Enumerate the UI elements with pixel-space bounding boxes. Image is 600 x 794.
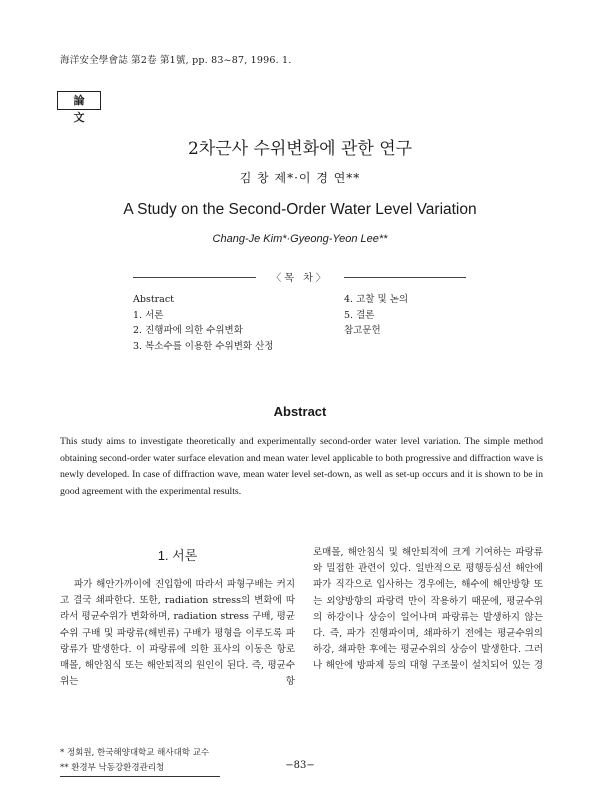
footnote-divider <box>60 776 220 777</box>
toc-item: 3. 복소수를 이용한 수위변화 산정 <box>133 340 274 352</box>
abstract-text: This study aims to investigate theoretically and experimentally second-order water level variation. The simple method obtaining second-order water surface elevation and mean water level applicable to both progressive and diffraction wave is newly developed. In case of diffraction wave, mean water level set-down, as well as set-up occurs and it is shown to be in good agreement with the experimental results. <box>60 436 543 497</box>
section-title: 1. 서론 <box>157 548 198 563</box>
authors-english: Chang-Je Kim*·Gyeong-Yeon Lee** <box>212 233 388 245</box>
title-korean: 2차근사 수위변화에 관한 연구 <box>187 139 413 159</box>
abstract-heading: Abstract <box>273 404 327 419</box>
body-left-column: 파가 해안가까이에 진입함에 따라서 파형구배는 커지고 결국 쇄파한다. 또한, radiation stress의 변화에 따라서 평균수위가 변화하며, radiation stress 구배, 평균수위 구배 및 파랑류(해빈류) 구배가 평형을 이루도록 파랑류가 발생한다. 이 파랑류에 의한 표사의 이동은 항로매몰, 해안침식 또는 해안퇴적의 원인이 된다. 즉, 평균수위는 항 <box>60 579 295 688</box>
title-english: A Study on the Second-Order Water Level Variation <box>123 201 477 218</box>
toc-item: 2. 진행파에 의한 수위변화 <box>133 325 243 337</box>
toc-title: 〈목 차〉 <box>256 269 344 284</box>
authors-korean: 김 창 제*·이 경 연** <box>239 171 361 185</box>
toc-item: 참고문헌 <box>344 325 381 337</box>
page-number: −83− <box>285 760 315 771</box>
body-right-column: 로매몰, 해안침식 및 해안퇴적에 크게 기여하는 파랑류와 밀접한 관련이 있다. 일반적으로 평행등심선 해안에 파가 직각으로 입사하는 경우에는, 해수에 해안방향 또는 외양방향의 파랑력 만이 작용하기 때문에, 평균수위의 하강이나 상승이 일어나며 파랑류는 발생하지 않는다. 즉, 파가 진행파이며, 쇄파하기 전에는 평균수위의 하강, 쇄파한 후에는 평균수위의 상승이 발생한다. 그러나 해안에 방파제 등의 대형 구조물이 설치되어 있는 경 <box>313 547 543 672</box>
footnote-2: ** 환경부 낙동강환경관리청 <box>60 763 165 773</box>
toc-right-column <box>344 292 408 339</box>
toc-left-column <box>133 292 273 354</box>
toc-item: 4. 고찰 및 논의 <box>344 294 409 305</box>
toc-item: 5. 결론 <box>344 309 375 321</box>
footnote-1: * 정회원, 한국해양대학교 해사대학 교수 <box>60 748 210 758</box>
journal-citation: 海洋安全學會誌 第2卷 第1號, pp. 83~87, 1996. 1. <box>60 55 292 66</box>
toc-item: 1. 서론 <box>133 309 164 321</box>
toc-item: Abstract <box>133 294 174 305</box>
article-type-badge: 論 文 <box>57 91 101 110</box>
